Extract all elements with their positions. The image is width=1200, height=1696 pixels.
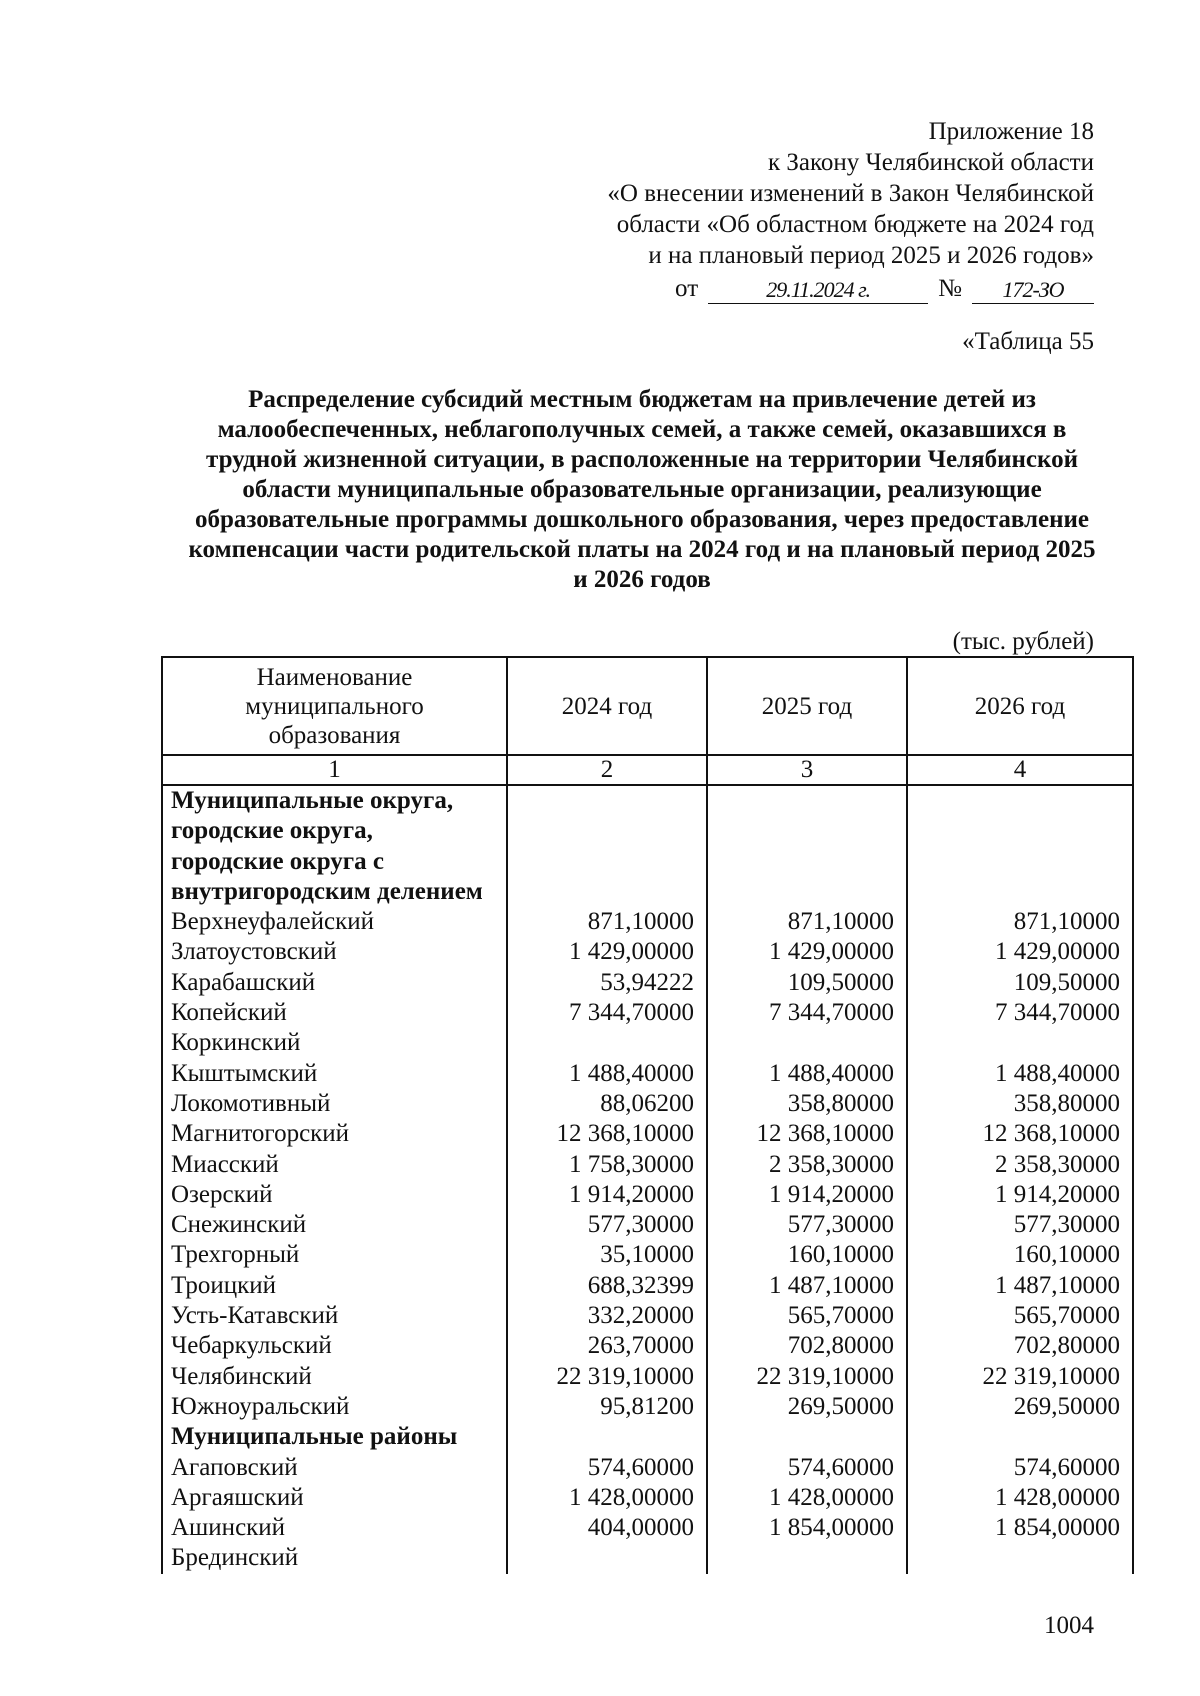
- value-2024: 1 428,00000: [507, 1483, 707, 1513]
- value-2026: 12 368,10000: [907, 1119, 1133, 1149]
- header-line: и на плановый период 2025 и 2026 годов»: [648, 242, 1094, 269]
- value-2026: 160,10000: [907, 1240, 1133, 1270]
- municipality-name: Снежинский: [162, 1210, 507, 1240]
- value-2024: [507, 1028, 707, 1058]
- value-2024: [507, 1543, 707, 1573]
- municipality-name: Локомотивный: [162, 1089, 507, 1119]
- title-line: области муниципальные образовательные организации, реализующие: [242, 476, 1042, 503]
- value-2025: 574,60000: [707, 1453, 907, 1483]
- value-2026: 22 319,10000: [907, 1362, 1133, 1392]
- value-2024: [507, 847, 707, 877]
- value-2026: 702,80000: [907, 1331, 1133, 1361]
- value-2024: 688,32399: [507, 1271, 707, 1301]
- section-header-row: [162, 816, 1133, 846]
- value-2025: 702,80000: [707, 1331, 907, 1361]
- value-2024: [507, 877, 707, 907]
- value-2026: 577,30000: [907, 1210, 1133, 1240]
- municipality-name: Озерский: [162, 1180, 507, 1210]
- value-2025: 12 368,10000: [707, 1119, 907, 1149]
- municipality-name: Ашинский: [162, 1513, 507, 1543]
- value-2026: 1 854,00000: [907, 1513, 1133, 1543]
- municipality-name: Копейский: [162, 998, 507, 1028]
- value-2026: 574,60000: [907, 1453, 1133, 1483]
- value-2025: [707, 1028, 907, 1058]
- header-2025: 2025 год: [707, 657, 907, 755]
- value-2025: [707, 1422, 907, 1452]
- column-number: 1: [162, 755, 507, 785]
- municipality-name: Коркинский: [162, 1028, 507, 1058]
- header-line: области «Об областном бюджете на 2024 год: [616, 211, 1094, 238]
- header-2024: 2024 год: [507, 657, 707, 755]
- value-2024: 577,30000: [507, 1210, 707, 1240]
- municipality-name: Карабашский: [162, 968, 507, 998]
- table-row: [162, 1453, 1133, 1483]
- column-number: 4: [907, 755, 1133, 785]
- appendix-header: [534, 116, 1094, 304]
- document-title: [150, 385, 1134, 595]
- value-2024: 1 758,30000: [507, 1150, 707, 1180]
- value-2024: 871,10000: [507, 907, 707, 937]
- value-2026: 109,50000: [907, 968, 1133, 998]
- table-row: [162, 1271, 1133, 1301]
- table-row: [162, 1362, 1133, 1392]
- value-2024: [507, 785, 707, 816]
- municipality-name: Агаповский: [162, 1453, 507, 1483]
- value-2024: [507, 816, 707, 846]
- value-2026: [907, 1028, 1133, 1058]
- municipality-name: Муниципальные округа,: [162, 785, 507, 816]
- municipality-name: Брединский: [162, 1543, 507, 1573]
- section-header-row: [162, 785, 1133, 816]
- law-date-number: [534, 273, 1094, 304]
- title-line: Распределение субсидий местным бюджетам на привлечение детей из: [248, 386, 1036, 413]
- value-2026: 1 914,20000: [907, 1180, 1133, 1210]
- number-label: №: [938, 275, 962, 302]
- value-2025: 565,70000: [707, 1301, 907, 1331]
- table-row: [162, 1392, 1133, 1422]
- column-number: 2: [507, 755, 707, 785]
- table-header-row: [162, 657, 1133, 755]
- value-2026: [907, 1422, 1133, 1452]
- title-line: компенсации части родительской платы на 2024 год и на плановый период 2025: [188, 536, 1096, 563]
- column-number: 3: [707, 755, 907, 785]
- municipality-name: городские округа,: [162, 816, 507, 846]
- value-2026: [907, 877, 1133, 907]
- value-2025: [707, 1543, 907, 1573]
- value-2025: 1 854,00000: [707, 1513, 907, 1543]
- value-2025: 1 487,10000: [707, 1271, 907, 1301]
- page-number: 1004: [1044, 1612, 1094, 1639]
- header-name-line: образования: [268, 721, 401, 749]
- value-2025: [707, 847, 907, 877]
- header-name-line: муниципального: [245, 692, 424, 720]
- value-2025: 22 319,10000: [707, 1362, 907, 1392]
- value-2026: 269,50000: [907, 1392, 1133, 1422]
- municipality-name: Аргаяшский: [162, 1483, 507, 1513]
- municipality-name: Чебаркульский: [162, 1331, 507, 1361]
- table-row: [162, 1483, 1133, 1513]
- value-2026: [907, 1543, 1133, 1573]
- header-name-line: Наименование: [256, 663, 413, 691]
- value-2024: 404,00000: [507, 1513, 707, 1543]
- value-2025: 871,10000: [707, 907, 907, 937]
- value-2024: 53,94222: [507, 968, 707, 998]
- value-2026: 1 428,00000: [907, 1483, 1133, 1513]
- table-row: [162, 968, 1133, 998]
- header-2026: 2026 год: [907, 657, 1133, 755]
- table-row: [162, 1210, 1133, 1240]
- law-number: 172-ЗО: [972, 277, 1094, 304]
- law-date: 29.11.2024 г.: [708, 277, 928, 304]
- value-2025: 269,50000: [707, 1392, 907, 1422]
- value-2026: 1 429,00000: [907, 937, 1133, 967]
- value-2025: 109,50000: [707, 968, 907, 998]
- table-row: [162, 1059, 1133, 1089]
- municipality-name: городские округа с: [162, 847, 507, 877]
- municipality-name: Магнитогорский: [162, 1119, 507, 1149]
- value-2024: 22 319,10000: [507, 1362, 707, 1392]
- value-2026: [907, 785, 1133, 816]
- title-line: и 2026 годов: [573, 566, 711, 593]
- value-2024: 332,20000: [507, 1301, 707, 1331]
- value-2026: 7 344,70000: [907, 998, 1133, 1028]
- table-row: [162, 937, 1133, 967]
- municipality-name: внутригородским делением: [162, 877, 507, 907]
- table-row: [162, 1150, 1133, 1180]
- title-line: образовательные программы дошкольного образования, через предоставление: [194, 506, 1090, 533]
- table-label: «Таблица 55: [962, 328, 1094, 355]
- value-2026: 565,70000: [907, 1301, 1133, 1331]
- subsidy-table: [161, 656, 1134, 1574]
- value-2025: 160,10000: [707, 1240, 907, 1270]
- value-2024: 7 344,70000: [507, 998, 707, 1028]
- value-2026: 2 358,30000: [907, 1150, 1133, 1180]
- value-2024: 12 368,10000: [507, 1119, 707, 1149]
- from-label: от: [675, 275, 699, 302]
- value-2026: 871,10000: [907, 907, 1133, 937]
- municipality-name: Миасский: [162, 1150, 507, 1180]
- value-2025: 2 358,30000: [707, 1150, 907, 1180]
- value-2025: 7 344,70000: [707, 998, 907, 1028]
- value-2025: [707, 785, 907, 816]
- table-body: [162, 785, 1133, 1574]
- value-2026: 1 487,10000: [907, 1271, 1133, 1301]
- value-2025: 577,30000: [707, 1210, 907, 1240]
- table-row: [162, 1180, 1133, 1210]
- table-row: [162, 1331, 1133, 1361]
- table-row: [162, 1301, 1133, 1331]
- municipality-name: Челябинский: [162, 1362, 507, 1392]
- table-row: [162, 1119, 1133, 1149]
- value-2024: 1 914,20000: [507, 1180, 707, 1210]
- section-header-row: [162, 1422, 1133, 1452]
- header-line: «О внесении изменений в Закон Челябинской: [607, 180, 1094, 207]
- value-2024: 88,06200: [507, 1089, 707, 1119]
- value-2024: 1 429,00000: [507, 937, 707, 967]
- municipality-name: Муниципальные районы: [162, 1422, 507, 1452]
- municipality-name: Верхнеуфалейский: [162, 907, 507, 937]
- value-2024: 263,70000: [507, 1331, 707, 1361]
- value-2026: [907, 816, 1133, 846]
- section-header-row: [162, 847, 1133, 877]
- municipality-name: Кыштымский: [162, 1059, 507, 1089]
- table-row: [162, 1240, 1133, 1270]
- value-2024: 35,10000: [507, 1240, 707, 1270]
- title-line: трудной жизненной ситуации, в расположенные на территории Челябинской: [206, 446, 1078, 473]
- municipality-name: Златоустовский: [162, 937, 507, 967]
- header-name-cell: [162, 657, 507, 755]
- value-2025: [707, 877, 907, 907]
- header-line: к Закону Челябинской области: [768, 149, 1094, 176]
- value-2024: 574,60000: [507, 1453, 707, 1483]
- municipality-name: Троицкий: [162, 1271, 507, 1301]
- table-row: [162, 907, 1133, 937]
- value-2024: [507, 1422, 707, 1452]
- section-header-row: [162, 877, 1133, 907]
- title-line: малообеспеченных, неблагополучных семей, а также семей, оказавшихся в: [217, 416, 1067, 443]
- table-row: [162, 1513, 1133, 1543]
- municipality-name: Южноуральский: [162, 1392, 507, 1422]
- value-2026: [907, 847, 1133, 877]
- table-row: [162, 1089, 1133, 1119]
- value-2024: 95,81200: [507, 1392, 707, 1422]
- value-2026: 358,80000: [907, 1089, 1133, 1119]
- municipality-name: Усть-Катавский: [162, 1301, 507, 1331]
- column-number-row: [162, 755, 1133, 785]
- value-2025: 1 429,00000: [707, 937, 907, 967]
- value-2025: 358,80000: [707, 1089, 907, 1119]
- value-2025: [707, 816, 907, 846]
- header-line: Приложение 18: [928, 118, 1094, 145]
- table-row: [162, 1028, 1133, 1058]
- value-2025: 1 488,40000: [707, 1059, 907, 1089]
- value-2024: 1 488,40000: [507, 1059, 707, 1089]
- units-label: (тыс. рублей): [952, 628, 1094, 655]
- value-2025: 1 914,20000: [707, 1180, 907, 1210]
- table-row: [162, 998, 1133, 1028]
- municipality-name: Трехгорный: [162, 1240, 507, 1270]
- value-2026: 1 488,40000: [907, 1059, 1133, 1089]
- value-2025: 1 428,00000: [707, 1483, 907, 1513]
- table-row: [162, 1543, 1133, 1573]
